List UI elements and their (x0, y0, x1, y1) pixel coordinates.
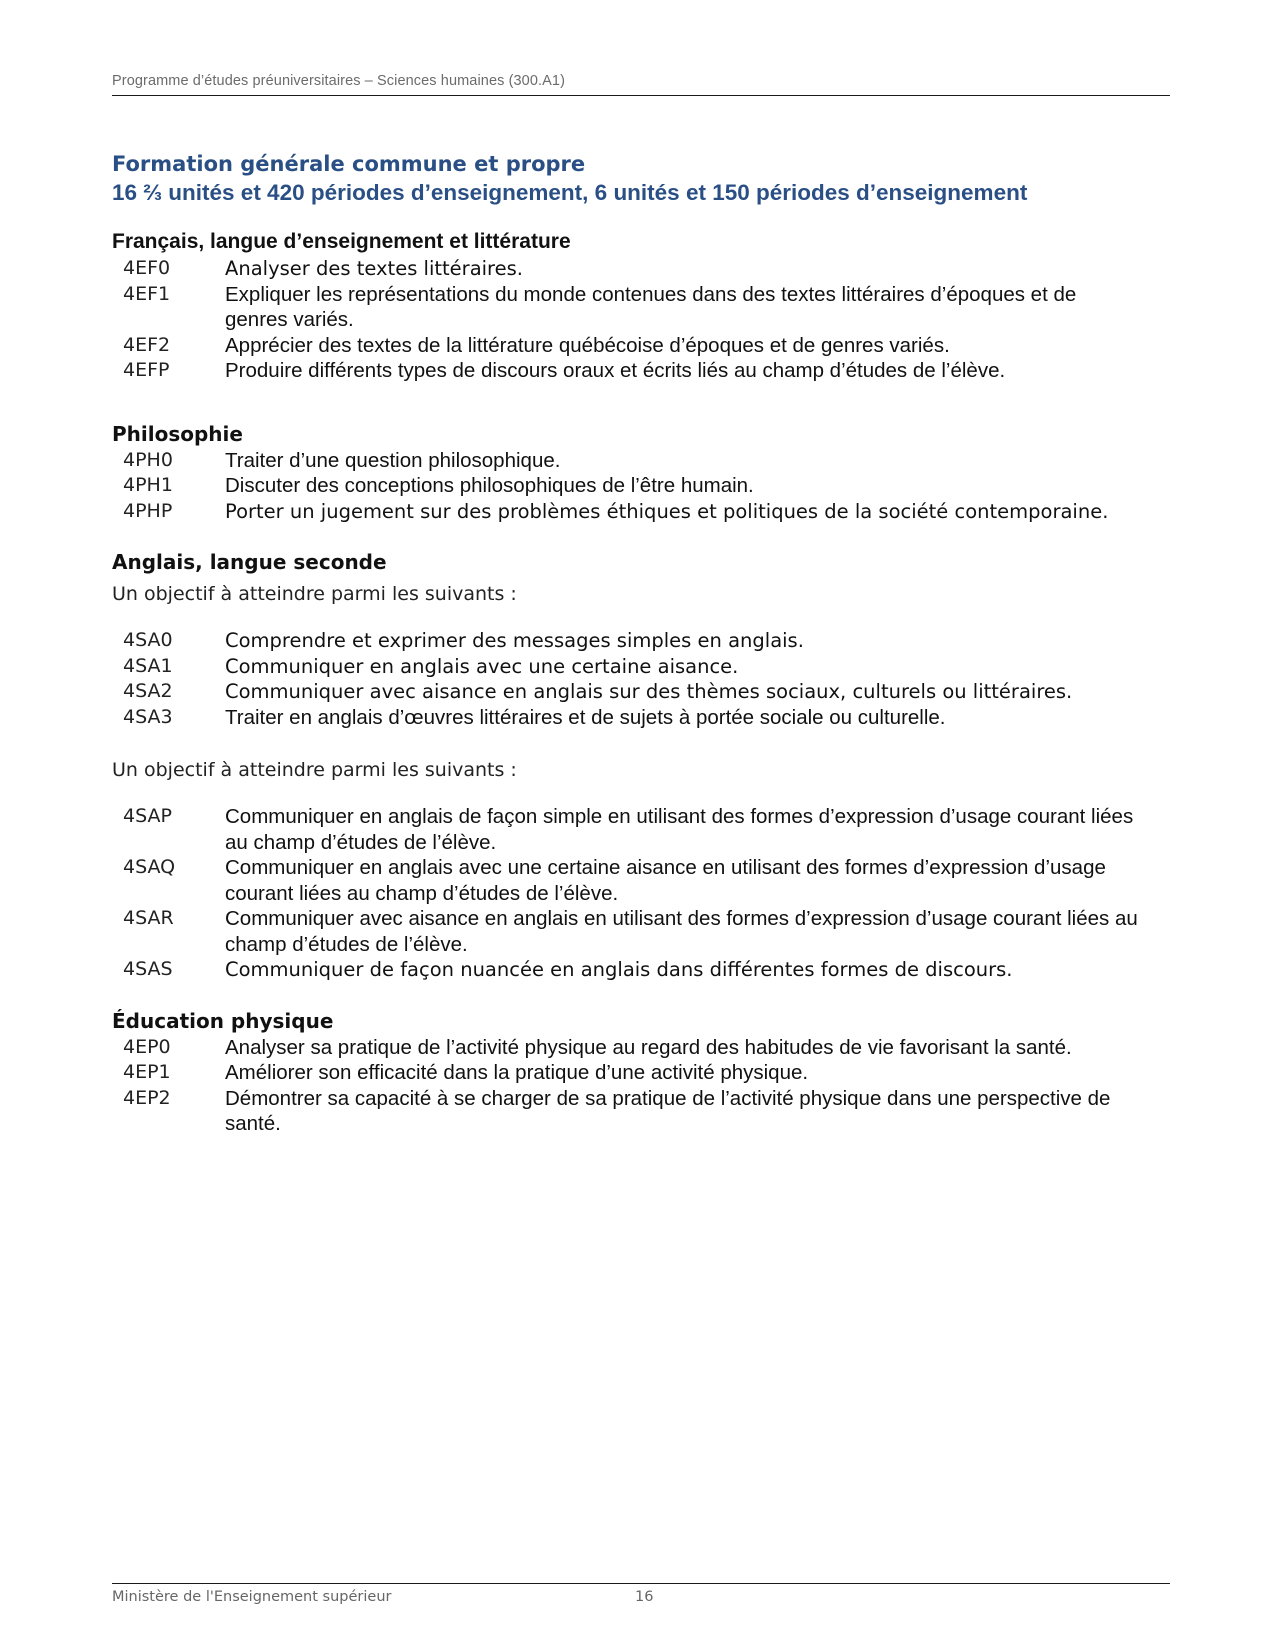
objective-text: Expliquer les représentations du monde contenues dans des textes littéraires d’époques et de genres variés. (225, 282, 1077, 331)
selection-instruction: Un objectif à atteindre parmi les suivants : (112, 583, 517, 605)
objective-code: 4EP0 (123, 1035, 171, 1058)
section-francais (112, 228, 1170, 384)
objective-text: Analyser des textes littéraires. (225, 257, 524, 280)
objective-list (112, 256, 1170, 384)
page-subtitle: 16 ⅔ unités et 420 périodes d’enseignement, 6 unités et 150 périodes d’enseignement (112, 180, 1028, 205)
objective-code: 4SA1 (123, 654, 173, 677)
objective-row (112, 1060, 1170, 1086)
section-philosophie (112, 420, 1170, 525)
objective-row (112, 957, 1170, 983)
section-education-physique (112, 1007, 1170, 1137)
objective-row (112, 282, 1170, 333)
objective-list (112, 804, 1170, 983)
objective-text: Traiter d’une question philosophique. (225, 448, 561, 472)
objective-code: 4PH0 (123, 448, 173, 471)
section-heading: Français, langue d’enseignement et littérature (112, 230, 571, 253)
page-content (112, 150, 1170, 1151)
objective-row (112, 804, 1170, 855)
objective-row (112, 705, 1170, 731)
objective-list (112, 628, 1170, 730)
objective-row (112, 1086, 1170, 1137)
objective-text: Communiquer en anglais avec une certaine aisance. (225, 654, 739, 678)
section-anglais (112, 548, 1170, 983)
objective-text: Comprendre et exprimer des messages simples en anglais. (225, 629, 804, 652)
section-heading: Anglais, langue seconde (112, 550, 387, 574)
objective-code: 4SAQ (123, 856, 176, 878)
objective-row (112, 1035, 1170, 1061)
objective-text: Communiquer avec aisance en anglais en utilisant des formes d’expression d’usage courant liées au champ d’études de l’élève. (225, 907, 1138, 956)
objective-code: 4EP2 (123, 1086, 171, 1109)
objective-code: 4PH1 (123, 474, 173, 496)
objective-list (112, 448, 1170, 525)
objective-row (112, 906, 1170, 957)
objective-row (112, 654, 1170, 680)
section-heading: Éducation physique (112, 1008, 334, 1033)
objective-row (112, 679, 1170, 705)
objective-code: 4SAS (123, 958, 173, 980)
objective-row (112, 333, 1170, 359)
objective-code: 4SAP (123, 805, 172, 827)
objective-list (112, 1035, 1170, 1137)
objective-code: 4PHP (123, 499, 173, 522)
objective-row (112, 358, 1170, 384)
page-footer (112, 1583, 1170, 1605)
objective-code: 4EP1 (123, 1061, 171, 1083)
objective-text: Communiquer en anglais avec une certaine aisance en utilisant des formes d’expression d’usage courant liées au champ d’études de l’élève. (225, 856, 1106, 905)
section-heading: Philosophie (112, 421, 243, 446)
selection-instruction: Un objectif à atteindre parmi les suivants : (112, 759, 517, 781)
objective-row (112, 448, 1170, 474)
objective-text: Porter un jugement sur des problèmes éthiques et politiques de la société contemporaine. (225, 499, 1109, 523)
page-title: Formation générale commune et propre (112, 152, 586, 176)
objective-code: 4EFP (123, 359, 170, 381)
objective-code: 4SA0 (123, 629, 173, 651)
objective-text: Traiter en anglais d’œuvres littéraires et de sujets à portée sociale ou culturelle. (225, 705, 946, 729)
objective-text: Démontrer sa capacité à se charger de sa pratique de l’activité physique dans une perspective de santé. (225, 1086, 1111, 1135)
objective-row (112, 855, 1170, 906)
objective-row (112, 473, 1170, 499)
objective-text: Discuter des conceptions philosophiques de l’être humain. (225, 474, 754, 497)
objective-text: Communiquer avec aisance en anglais sur des thèmes sociaux, culturels ou littéraires. (225, 680, 1073, 703)
objective-code: 4SAR (123, 907, 174, 929)
objective-code: 4SA2 (123, 680, 173, 702)
objective-text: Produire différents types de discours oraux et écrits liés au champ d’études de l’élève. (225, 359, 1006, 382)
objective-code: 4EF2 (123, 333, 171, 356)
footer-ministry: Ministère de l'Enseignement supérieur (112, 1589, 392, 1605)
page-number: 16 (635, 1589, 654, 1605)
running-header: Programme d’études préuniversitaires – Sciences humaines (300.A1) (112, 73, 1170, 96)
objective-text: Apprécier des textes de la littérature québécoise d’époques et de genres variés. (225, 333, 950, 357)
objective-row (112, 256, 1170, 282)
objective-code: 4SA3 (123, 705, 173, 728)
objective-text: Communiquer en anglais de façon simple en utilisant des formes d’expression d’usage courant liées au champ d’études de l’élève. (225, 805, 1134, 854)
objective-text: Communiquer de façon nuancée en anglais dans différentes formes de discours. (225, 958, 1013, 981)
objective-row (112, 628, 1170, 654)
objective-text: Améliorer son efficacité dans la pratique d’une activité physique. (225, 1061, 809, 1084)
objective-code: 4EF0 (123, 257, 171, 279)
objective-code: 4EF1 (123, 282, 171, 305)
objective-text: Analyser sa pratique de l’activité physique au regard des habitudes de vie favorisant la santé. (225, 1035, 1072, 1059)
objective-row (112, 499, 1170, 525)
